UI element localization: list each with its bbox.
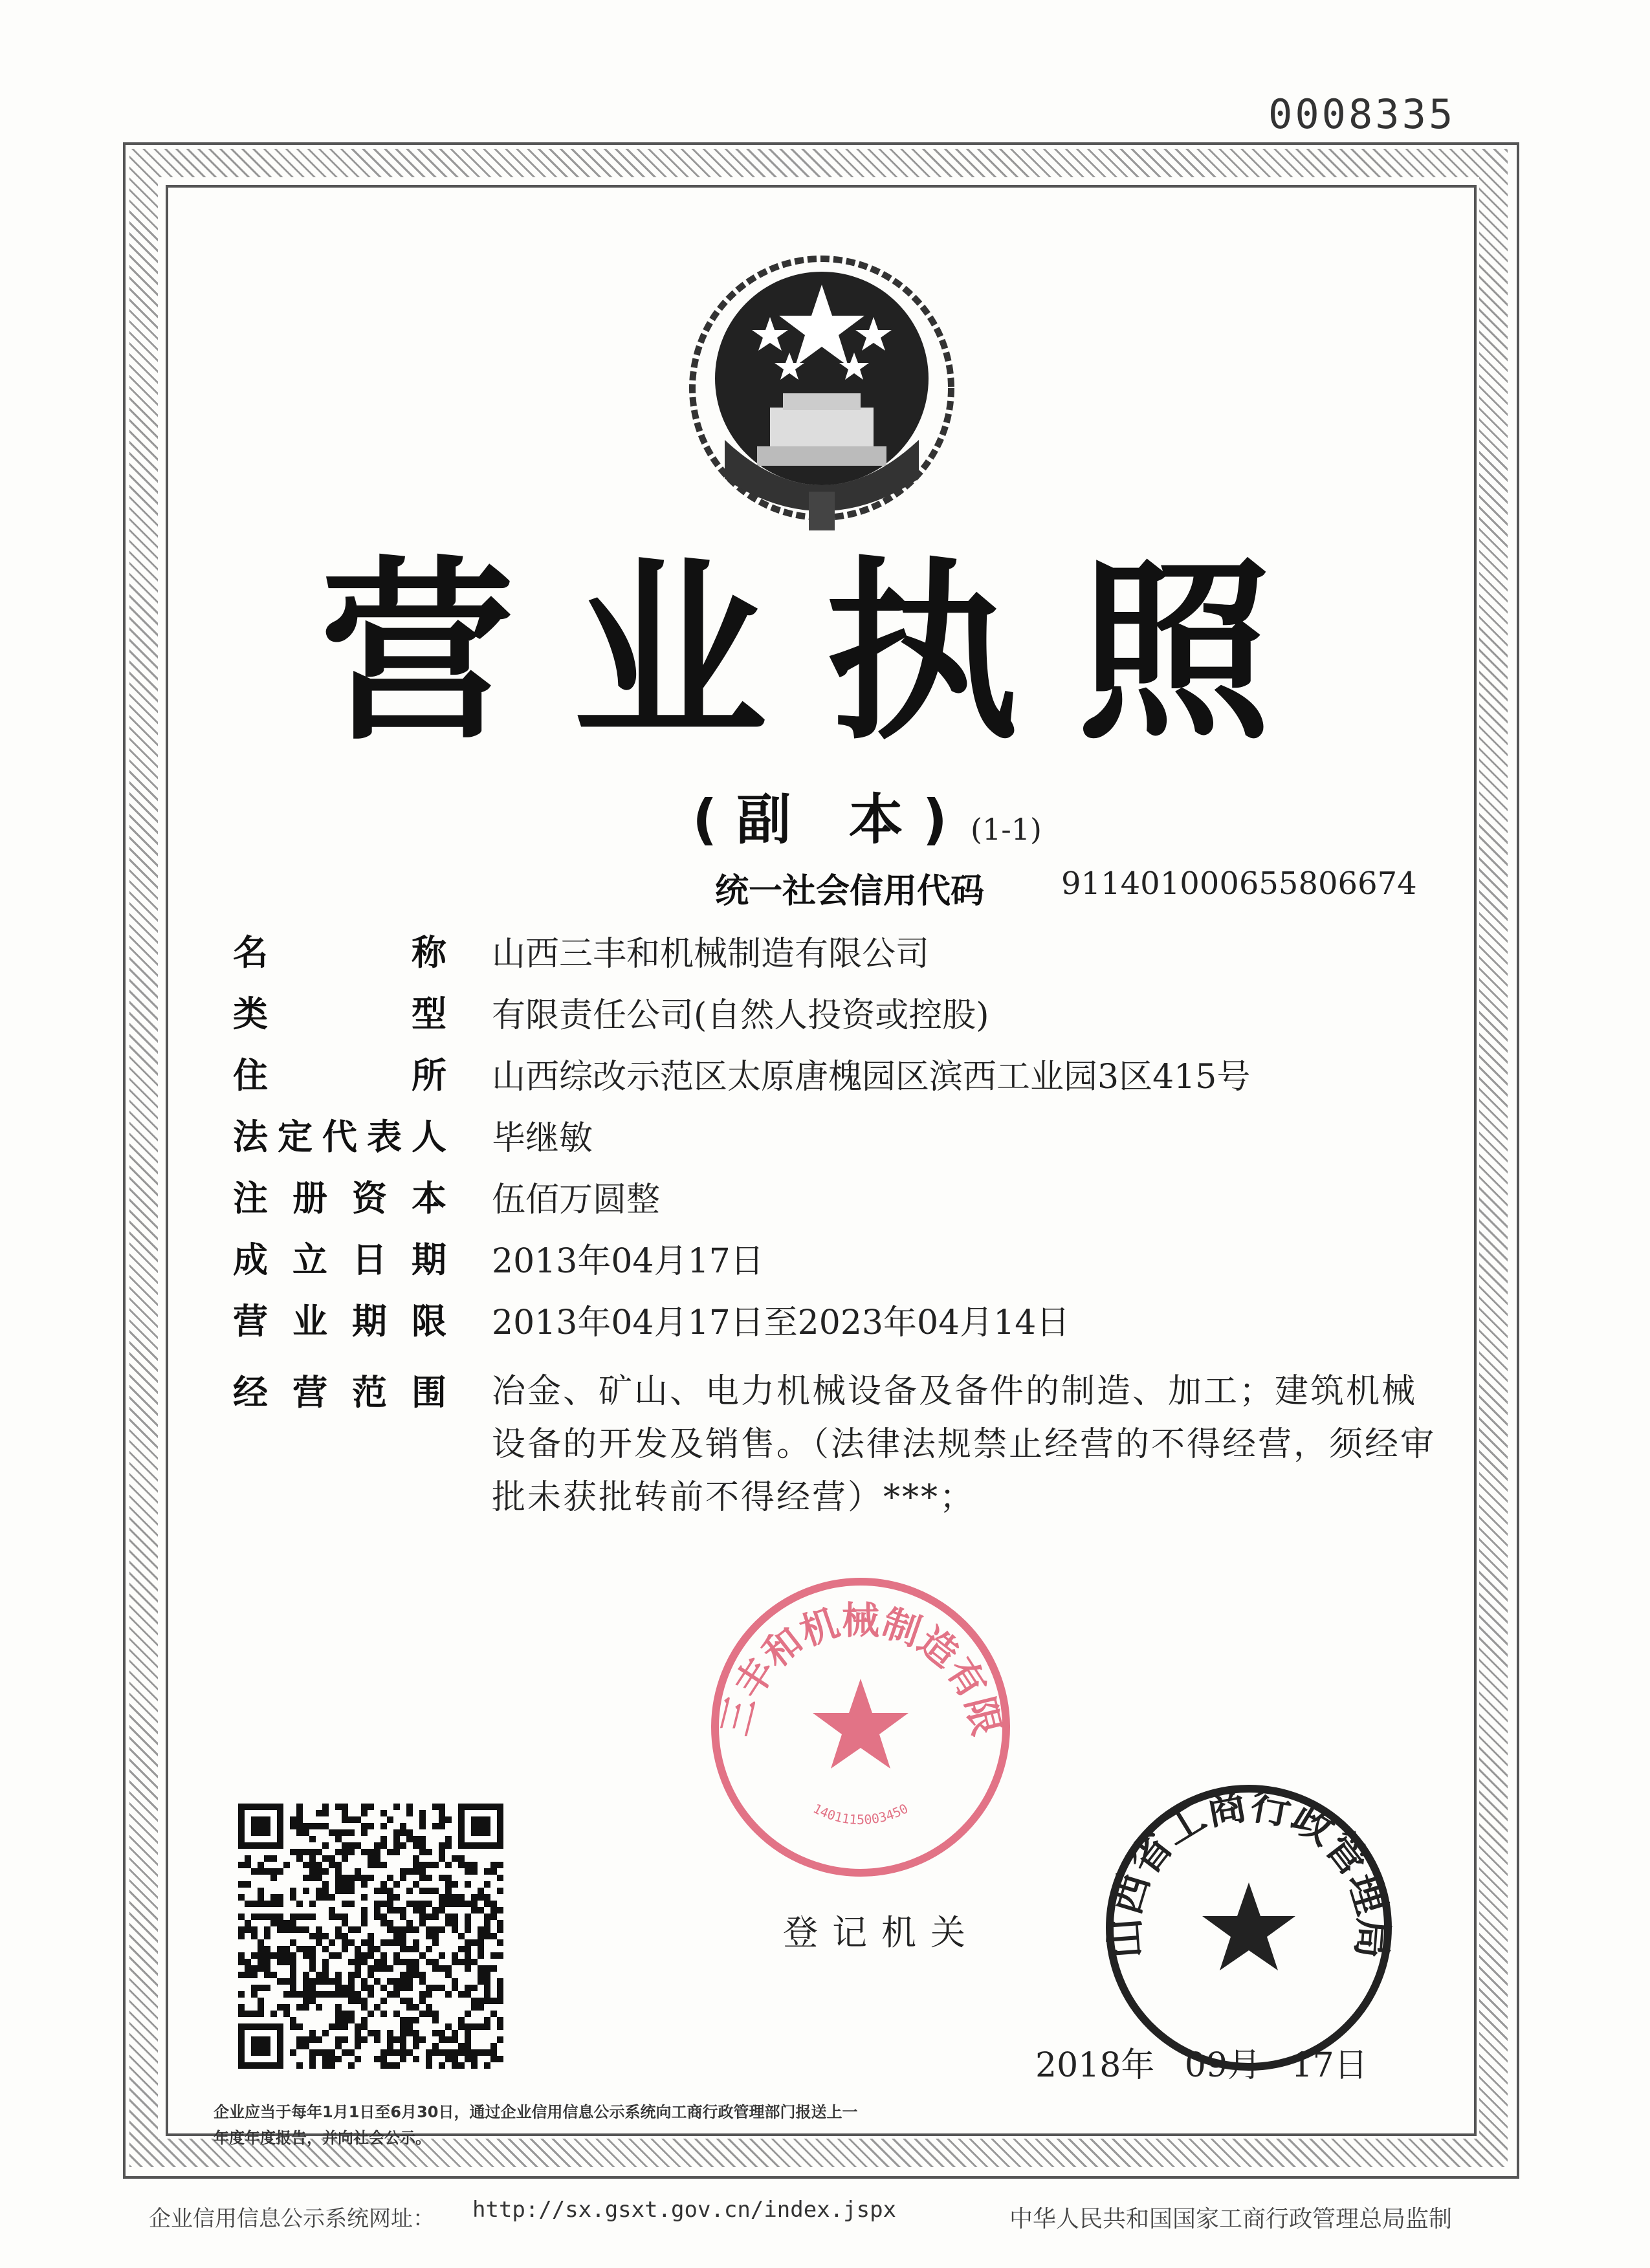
- field-label: [233, 1365, 446, 1415]
- field-label-char: 成: [233, 1239, 268, 1280]
- field-label-char: 日: [352, 1239, 387, 1280]
- field-label-char: 类: [233, 994, 268, 1034]
- field-value: 山西三丰和机械制造有限公司: [492, 935, 930, 974]
- field-label-char: 经: [233, 1372, 268, 1413]
- svg-text:1401115003450: 1401115003450: [810, 1800, 911, 1827]
- field-label-char: 业: [292, 1301, 327, 1342]
- authority-seal: [1094, 1772, 1404, 2083]
- serial-number: 0008335: [1268, 91, 1456, 138]
- issue-month: 09月: [1184, 2046, 1262, 2085]
- field-label-char: 定: [278, 1117, 313, 1157]
- field-label-char: 住: [233, 1055, 268, 1096]
- field-value: 2013年04月17日至2023年04月14日: [492, 1303, 1070, 1342]
- field-value: 冶金、矿山、电力机械设备及备件的制造、加工；建筑机械设备的开发及销售。（法律法规禁止经营的不得经营，须经审批未获批转前不得经营）***；: [492, 1372, 1436, 1517]
- qr-code: [238, 1804, 503, 2069]
- field-label-char: 限: [412, 1301, 446, 1342]
- field-label: [233, 925, 446, 975]
- field-value: 毕继敏: [492, 1119, 593, 1158]
- field-label-char: 人: [412, 1117, 446, 1157]
- field-label-char: 资: [352, 1178, 387, 1219]
- field-label: [233, 987, 446, 1036]
- company-seal: [699, 1565, 1022, 1889]
- annual-report-notice: 企业应当于每年1月1日至6月30日，通过企业信用信息公示系统向工商行政管理部门报送上一年度年度报告，并向社会公示。: [214, 2103, 858, 2147]
- field-label-char: 称: [412, 932, 446, 973]
- registration-authority-label: 登记机关: [783, 1912, 980, 1953]
- field-value: 山西综改示范区太原唐槐园区滨西工业园3区415号: [492, 1058, 1251, 1096]
- field-label: [233, 1232, 446, 1282]
- document-title: 营业执照: [320, 540, 1330, 766]
- field-label-char: 立: [292, 1239, 327, 1280]
- field-label-char: 所: [412, 1055, 446, 1096]
- credit-code-label: 统一社会信用代码: [715, 872, 985, 911]
- field-value: 伍佰万圆整: [492, 1181, 661, 1219]
- field-label-char: 期: [412, 1239, 446, 1280]
- field-label-char: 表: [367, 1117, 402, 1157]
- field-label-char: 期: [352, 1301, 387, 1342]
- field-label-char: 代: [322, 1117, 357, 1157]
- footer-site-url[interactable]: http://sx.gsxt.gov.cn/index.jspx: [472, 2197, 897, 2223]
- footer-site-label: 企业信用信息公示系统网址：: [149, 2206, 435, 2232]
- field-label-char: 营: [292, 1372, 327, 1413]
- credit-code-value: 911401000655806674: [1061, 866, 1417, 902]
- field-label: [233, 1109, 446, 1159]
- field-value: 有限责任公司(自然人投资或控股): [492, 996, 989, 1035]
- issue-date: [1035, 2038, 1368, 2086]
- field-value: 2013年04月17日: [492, 1242, 764, 1281]
- footer-supervisor: 中华人民共和国国家工商行政管理总局监制: [1009, 2206, 1453, 2232]
- document-subtitle: (副 本): [692, 788, 967, 851]
- field-label-char: 围: [412, 1372, 446, 1413]
- field-label-char: 范: [352, 1372, 387, 1413]
- field-label-char: 注: [233, 1178, 268, 1219]
- company-seal-text: 三丰和机械制造有限: [712, 1598, 1009, 1740]
- field-label-char: 法: [233, 1117, 268, 1157]
- field-label: [233, 1294, 446, 1344]
- field-label-char: 型: [412, 994, 446, 1034]
- field-label-char: 本: [412, 1178, 446, 1219]
- copy-number: (1-1): [971, 812, 1042, 847]
- field-label-char: 册: [292, 1178, 327, 1219]
- field-label: [233, 1048, 446, 1098]
- issue-year: 2018年: [1035, 2046, 1155, 2085]
- svg-text:山西省工商行政管理局: 山西省工商行政管理局: [1100, 1780, 1398, 1960]
- national-emblem-icon: [679, 246, 964, 543]
- field-label-char: 名: [233, 932, 268, 973]
- field-label-char: 营: [233, 1301, 268, 1342]
- issue-day: 17日: [1291, 2046, 1368, 2085]
- field-label: [233, 1171, 446, 1221]
